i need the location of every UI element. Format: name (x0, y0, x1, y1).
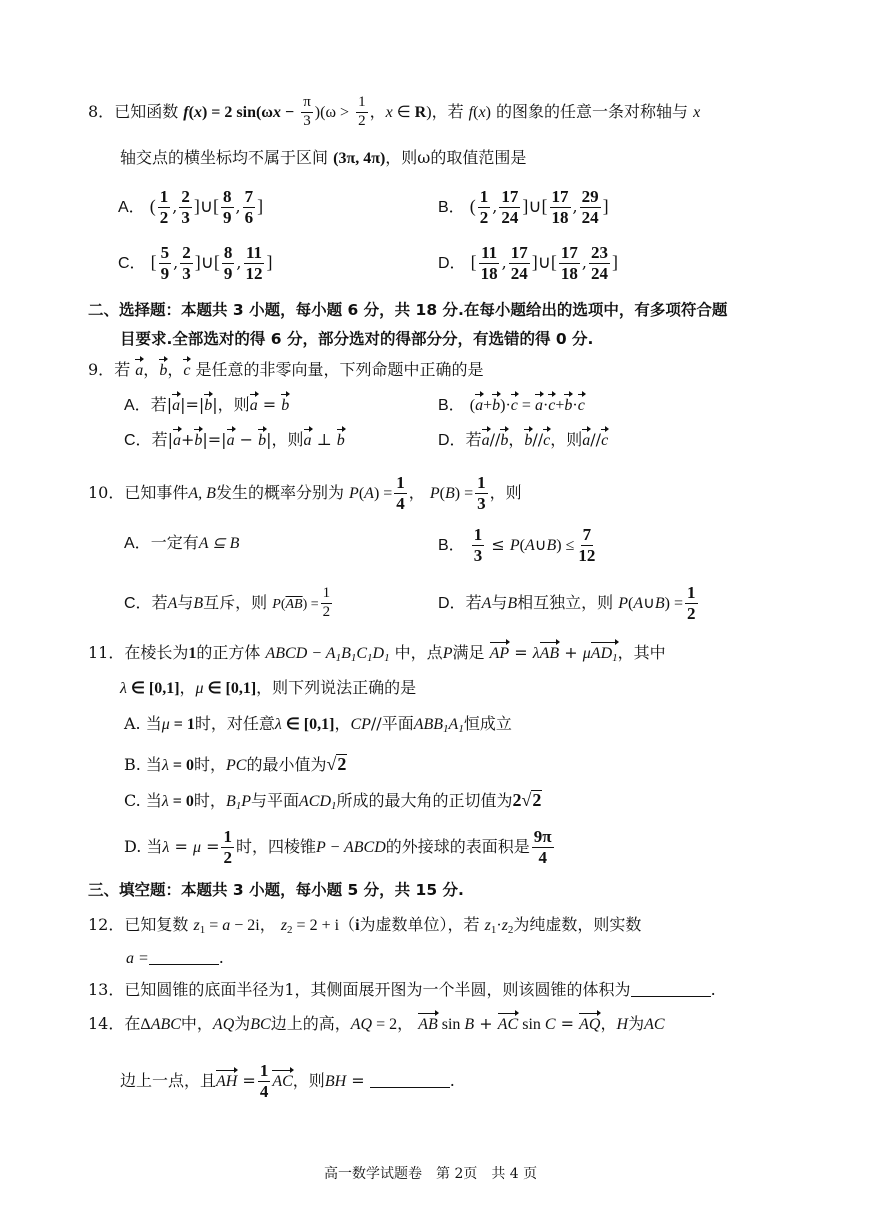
q9-option-a-label: A． (124, 397, 151, 414)
q11-stem: 11．在棱长为1的正方体 ABCD − $A_1B_1C_1D_1$ 中，点P满足 AP = λAB + μAD$_1$，其中 (88, 643, 666, 664)
q12-stem-a: 已知复数 (124, 915, 189, 934)
q8-x: x (693, 103, 701, 121)
q10-stem-c: ，则 (489, 482, 522, 502)
q9-option-b: B． (a+b)·c = a·c+b·c (438, 397, 585, 414)
q12-answer-label: a = (126, 950, 149, 967)
q8-interval: (3π, 4π) (333, 150, 386, 167)
q8-domain: ，x ∈ R) (369, 103, 432, 121)
q10-c-text-c: 互斥，则 (203, 592, 268, 612)
q9-option-c: C．若|a+b|=|a − b|，则a ⊥ b (124, 430, 345, 449)
q13-answer-blank[interactable] (631, 996, 711, 997)
q11-stem-b: 的正方体 (196, 643, 261, 662)
q9-a-text-b: ，则 (217, 395, 250, 414)
q8-number: 8． (88, 101, 115, 121)
q8-stem-b: ，若 (431, 101, 464, 121)
section2-line1: 二、选择题：本题共 3 小题，每小题 6 分，共 18 分.在每小题给出的选项中，有多项符合题 (88, 301, 728, 319)
q11-d-text-c: 的外接球的表面积是 (385, 836, 530, 856)
q12-stem-c: 为虚数单位），若 (359, 915, 480, 934)
q13-stem: 13．已知圆锥的底面半径为1，其侧面展开图为一个半圆，则该圆锥的体积为 . (88, 980, 716, 999)
q11-c-text-c: 与平面 (251, 791, 300, 810)
q10-option-b-label: B． (438, 536, 465, 554)
q11-option-c: C. 当λ = 0时，$B_1P$与平面$ACD_1$所成的最大角的正切值为2√2 (124, 790, 542, 812)
q14-stem-f: ， (600, 1014, 617, 1033)
q10-d-text-b: 与 (491, 592, 508, 612)
q10-option-c: C．若A与B互斥，则 $P(\overline{AB})$ = $\frac{1}{2}$ (124, 585, 331, 620)
q9-number: 9． (88, 360, 115, 379)
q11-option-d: D. 当λ = μ = $\frac{1}{2}$ 时，四棱锥P − ABCD的外接球的表面积是 $\frac{9\pi}{4}$ (124, 827, 552, 867)
q11-c-text: C. 当 (124, 791, 162, 810)
q10-option-d: D．若A与B相互独立，则 P(A∪B) = $\frac{1}{2}$ (438, 583, 696, 623)
q8-line2-text: 轴交点的横坐标均不属于区间 (120, 148, 329, 167)
q10-option-a (124, 535, 239, 552)
q14-stem-d: 边上的高， (270, 1014, 351, 1033)
q9-option-d-label: D． (438, 432, 466, 449)
section2-line2: 目要求.全部选对的得 6 分，部分选对的得部分分，有选错的得 0 分. (120, 330, 594, 348)
q11-option-b: B. 当λ = 0时，PC的最小值为√2 (124, 754, 347, 774)
q14-stem: 14．在ΔABC中，AQ为BC边上的高，AQ = 2， AB sin B + AC sin C = AQ，H为AC (88, 1014, 665, 1033)
q9-d-text-b: ，则 (550, 430, 583, 449)
q8-frac-pi3: $\frac{\pi}{3}$ (303, 94, 311, 129)
q11-a-text: A. 当 (124, 714, 162, 733)
q9-option-c-label: C． (124, 432, 152, 449)
q10-option-b: B． $\frac{1}{3}$ ≤ P(A∪B) ≤ $\frac{7}{12}$ (438, 525, 596, 565)
q8-fx: f(x) (468, 103, 491, 121)
page-footer: 高一数学试题卷 第 2页 共 4 页 (324, 1166, 538, 1182)
q12-number: 12． (88, 915, 125, 934)
q8-option-c-label: C． (118, 254, 146, 272)
q14-stem-e: ， (397, 1014, 414, 1033)
q9-c-text-a: 若 (151, 430, 168, 449)
q10-d-text-a: 若 (465, 592, 482, 612)
q11-line2-b: ，则下列说法正确的是 (256, 678, 417, 697)
q11-b-text-c: 的最小值为 (246, 755, 327, 774)
q8-cond: )(ω > (314, 103, 350, 121)
q11-d-text: D. 当 (124, 836, 163, 856)
section3-title: 三、填空题：本题共 3 小题，每小题 5 分，共 15 分. (88, 881, 464, 899)
q14-stem-c: 为 (234, 1014, 251, 1033)
q8-option-a-label: A． (118, 198, 145, 216)
q12-i-label: i (355, 917, 360, 934)
q9-stem-b: 是任意的非零向量，下列命题中正确的是 (195, 360, 484, 379)
q11-a-text-c: ， (334, 714, 351, 733)
q10-d-text-c: 相互独立，则 (517, 592, 614, 612)
q12-stem: 12．已知复数 $z_1 = a - 2i$， $z_2 = 2 + i(i$为虚数单位），若 $z_1\cdot z_2$为纯虚数，则实数 (88, 915, 642, 936)
q14-number: 14． (88, 1014, 125, 1033)
q11-a-text-b: 时，对任意 (194, 714, 275, 733)
q11-c-text-b: 时， (193, 791, 226, 810)
q10-stem: 10．已知事件A, B发生的概率分别为 P(A) = $\frac{1}{4}$ ， P(B) = $\frac{1}{3}$ ，则 (88, 473, 522, 513)
q9-stem-a: 若 (114, 360, 131, 379)
q11-option-a: A. 当μ = 1时，对任意λ ∈ [0,1]，CP//平面$ABB_1A_1$恒成立 (124, 714, 512, 735)
q11-a-text-d: 平面 (381, 714, 414, 733)
q10-option-a-label: A． (124, 535, 151, 552)
q8-option-d: D． [ $\frac{11}{18}$ , $\frac{17}{24}$ ]∪[ $\frac{17}{18}$ , $\frac{23}{24}$ ] (438, 243, 619, 283)
q11-b-text: B. 当 (124, 755, 162, 774)
q8-frac-half: $\frac{1}{2}$ (358, 94, 366, 129)
q9-option-a: A．若|a|=|b|，则a = b (124, 395, 290, 414)
q8-stem-c: 的图象的任意一条对称轴与 (495, 101, 688, 121)
vector-c: c (183, 362, 191, 379)
q14-line2-a: 边上一点，且 (120, 1070, 217, 1090)
vector-b: b (159, 362, 168, 379)
q11-b-text-b: 时， (194, 755, 227, 774)
q14-stem-g: 为 (628, 1014, 645, 1033)
q11-stem-d: 满足 (452, 643, 485, 662)
q13-text: 已知圆锥的底面半径为1，其侧面展开图为一个半圆，则该圆锥的体积为 (124, 980, 631, 999)
q9-c-text-b: ，则 (271, 430, 304, 449)
q9-stem: 9．若 a，b，c 是任意的非零向量，下列命题中正确的是 (88, 360, 484, 379)
q12-stem-b: （ (339, 915, 356, 934)
q12-answer-blank[interactable] (149, 964, 219, 965)
q10-a-math: A ⊆ B (198, 535, 240, 552)
q12-stem-d: 为纯虚数，则实数 (513, 915, 642, 934)
q11-stem-c: 中，点 (394, 643, 443, 662)
q8-option-a: A． ( $\frac{1}{2}$ , $\frac{2}{3}$ ]∪[ $\frac{8}{9}$ , $\frac{7}{6}$ ] (118, 187, 264, 227)
q11-line2: λ ∈ [0,1]，μ ∈ [0,1]，则下列说法正确的是 (120, 678, 417, 697)
q8-line2 (120, 150, 526, 167)
q10-c-text-b: 与 (177, 592, 194, 612)
q11-c-text-d: 所成的最大角的正切值为 (336, 791, 513, 810)
q10-a-text: 一定有 (150, 533, 199, 552)
vector-a: a (135, 362, 144, 379)
q11-line2-a: ， (179, 678, 196, 697)
q10-number: 10． (88, 482, 125, 502)
q9-option-d: D．若a//b，b//c，则a//c (438, 430, 609, 449)
q14-stem-a: 在 (124, 1014, 141, 1033)
q8-option-d-label: D． (438, 254, 466, 272)
q11-stem-e: ，其中 (617, 643, 666, 662)
q8-option-b-label: B． (438, 198, 465, 216)
q8-line1 (88, 95, 700, 130)
q10-stem-a: 已知事件 (124, 482, 189, 502)
q9-option-b-label: B． (438, 397, 465, 414)
q8-option-c: C． [ $\frac{5}{9}$ , $\frac{2}{3}$ ]∪[ $\frac{8}{9}$ , $\frac{11}{12}$ ] (118, 243, 273, 283)
q10-option-d-label: D． (438, 594, 466, 612)
q8-func-lhs: f(x) = 2 sin(ωx − (183, 103, 295, 121)
q8-stem-a: 已知函数 (114, 101, 179, 121)
q10-stem-b: 发生的概率分别为 (215, 482, 344, 502)
q9-a-text-a: 若 (150, 395, 167, 414)
q11-number: 11． (88, 643, 125, 662)
q14-stem-b: 中， (180, 1014, 213, 1033)
q8-line2b: ，则ω的取值范围是 (385, 148, 527, 167)
q8-option-b: B． ( $\frac{1}{2}$ , $\frac{17}{24}$ ]∪[ $\frac{17}{18}$ , $\frac{29}{24}$ ] (438, 187, 609, 227)
q11-stem-a: 在棱长为 (124, 643, 189, 662)
q12-line2: a = . (126, 948, 224, 967)
q14-line2: 边上一点，且AH = $\frac{1}{4}$ AC，则BH = . (120, 1061, 455, 1101)
q11-a-text-e: 恒成立 (463, 714, 512, 733)
q11-d-text-b: 时，四棱锥 (235, 836, 316, 856)
q14-answer-blank[interactable] (370, 1087, 450, 1088)
q10-option-c-label: C． (124, 594, 152, 612)
q13-number: 13． (88, 980, 125, 999)
q10-c-text-a: 若 (151, 592, 168, 612)
q14-line2-b: ，则 (292, 1070, 325, 1090)
q9-d-text-a: 若 (465, 430, 482, 449)
q10-ab: A, B (188, 484, 216, 502)
